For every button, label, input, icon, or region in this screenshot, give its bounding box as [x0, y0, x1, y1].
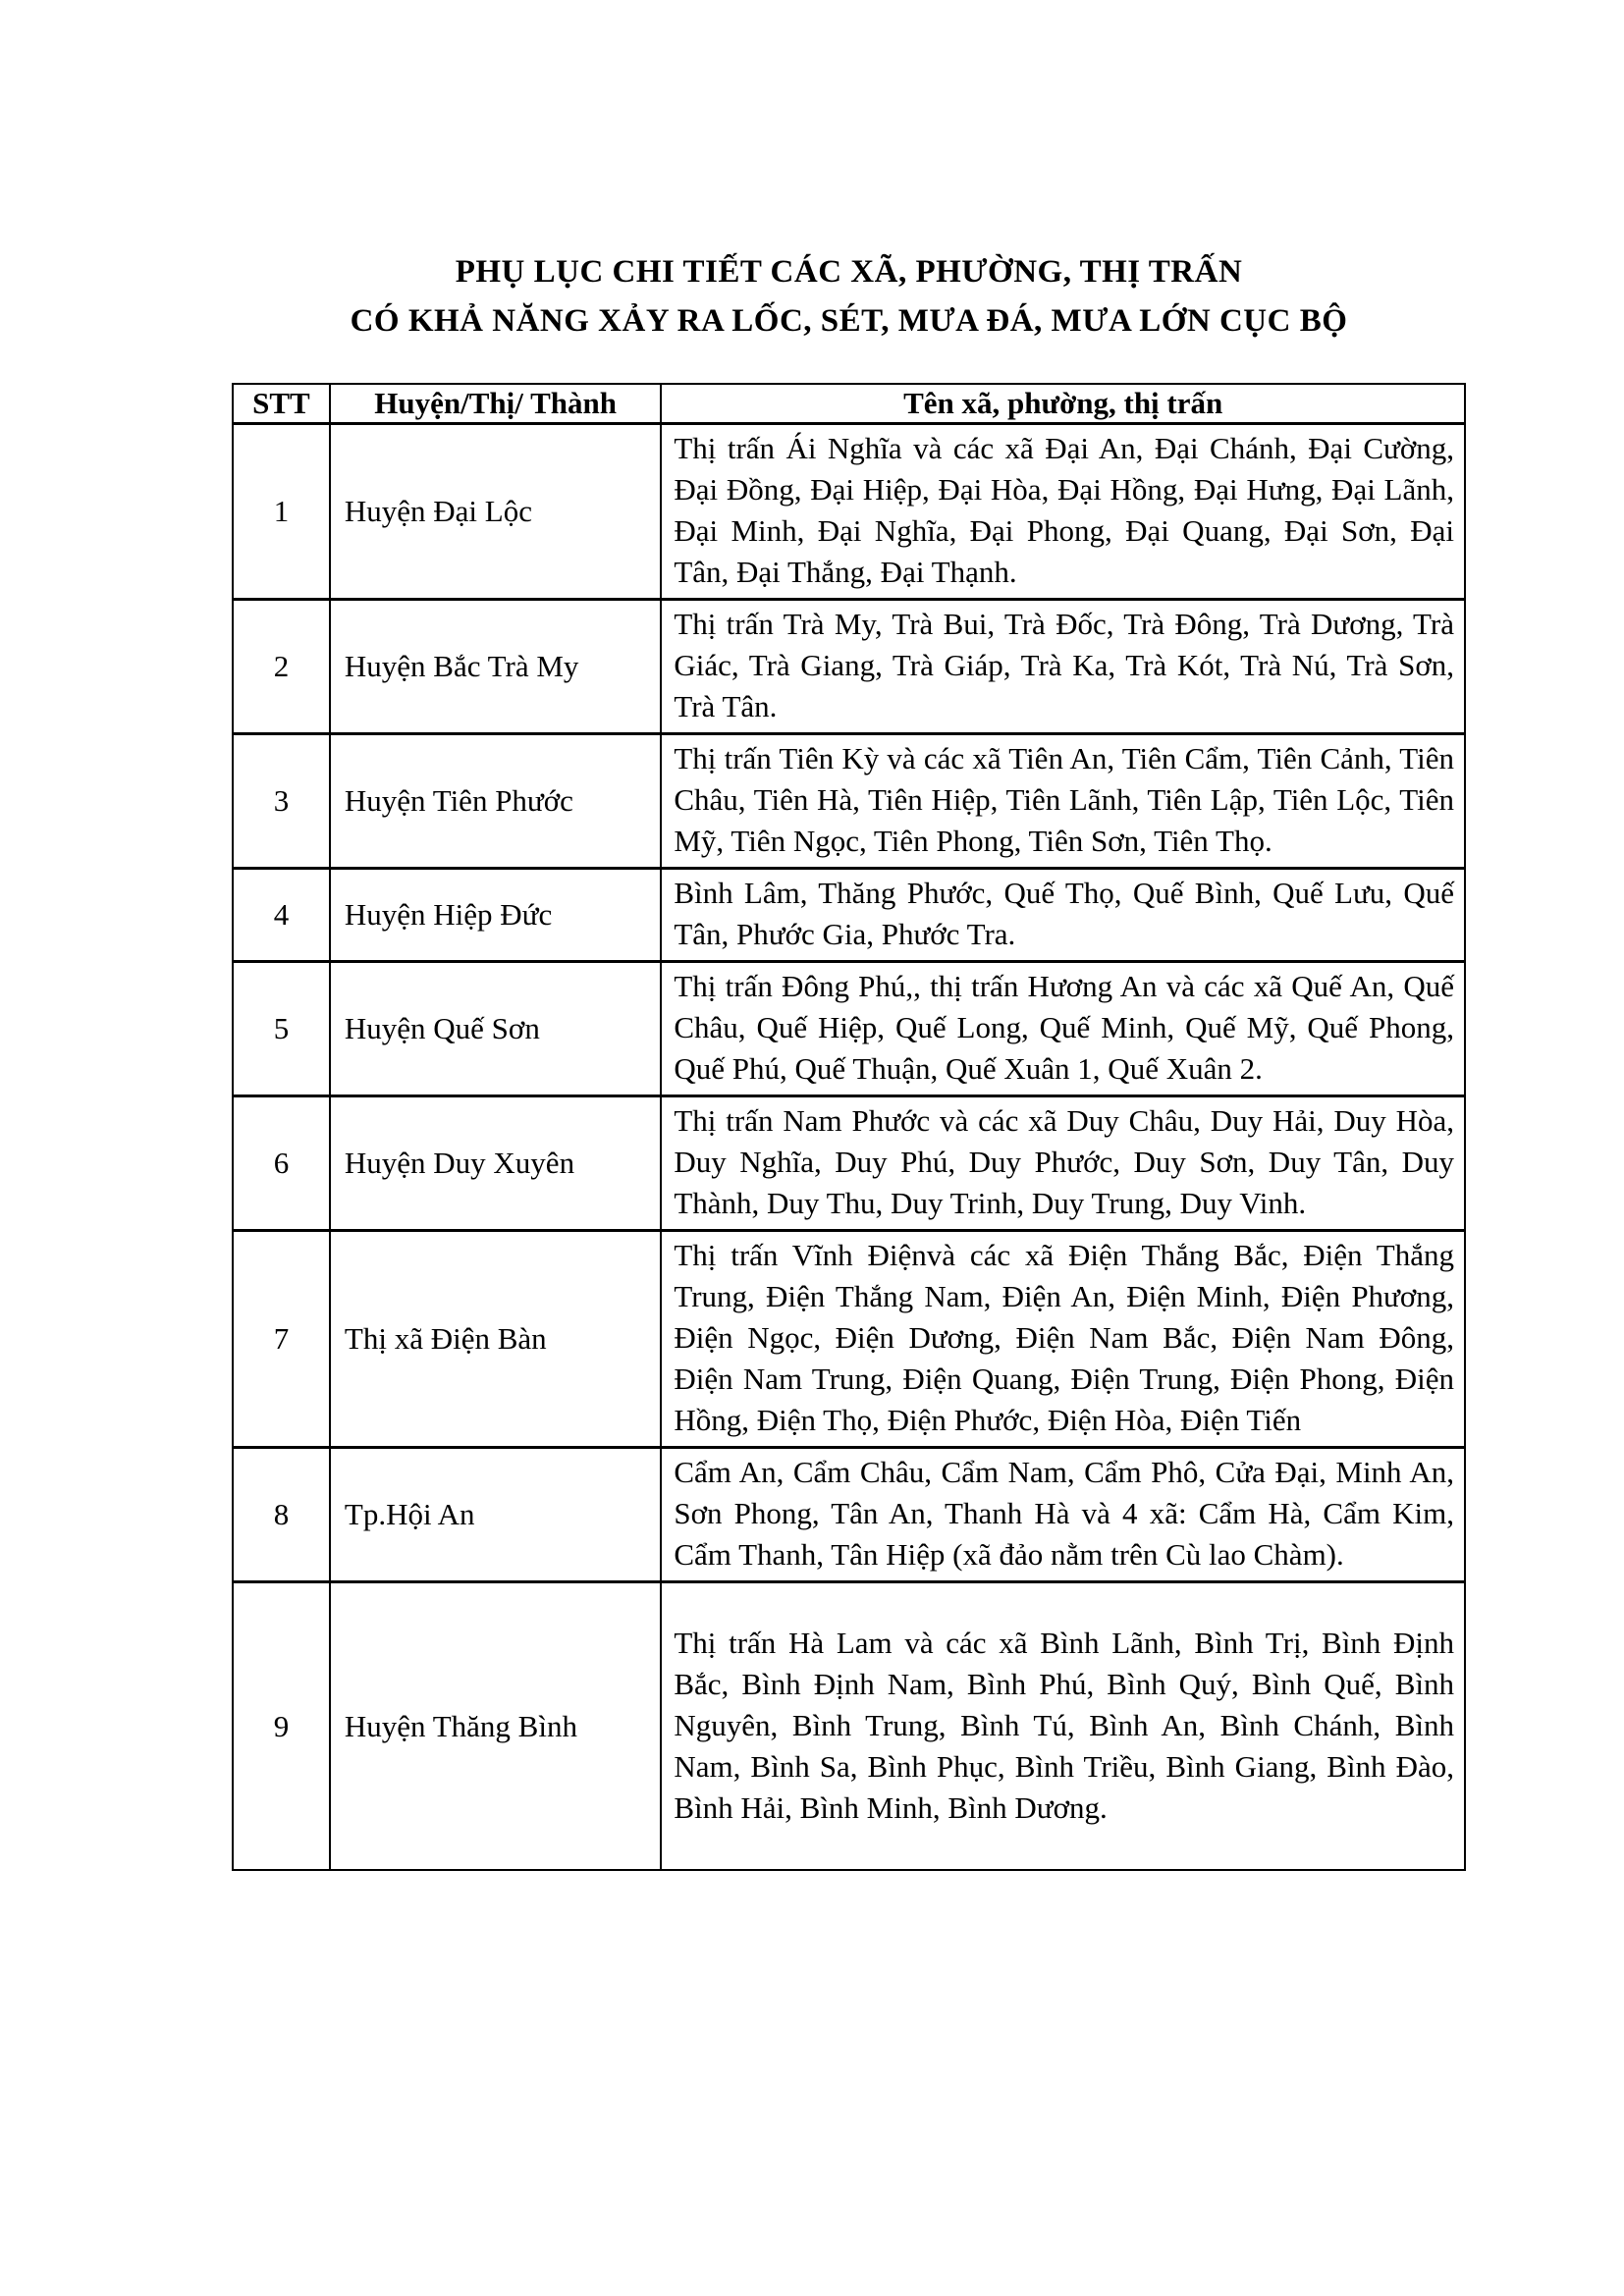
table-header-row — [233, 384, 1465, 424]
document-title — [232, 247, 1466, 346]
row-number: 4 — [233, 869, 330, 962]
communes-list: Thị trấn Tiên Kỳ và các xã Tiên An, Tiên Cẩm, Tiên Cảnh, Tiên Châu, Tiên Hà, Tiên Hiệp, Tiên Lãnh, Tiên Lập, Tiên Lộc, Tiên Mỹ, Tiên Ngọc, Tiên Phong, Tiên Sơn, Tiên Thọ. — [661, 734, 1465, 869]
title-line-2: CÓ KHẢ NĂNG XẢY RA LỐC, SÉT, MƯA ĐÁ, MƯA LỚN CỤC BỘ — [350, 303, 1348, 339]
title-line-1: PHỤ LỤC CHI TIẾT CÁC XÃ, PHƯỜNG, THỊ TRẤN — [455, 254, 1243, 290]
district-name: Huyện Bắc Trà My — [330, 600, 661, 734]
table-row — [233, 734, 1465, 869]
communes-list: Thị trấn Trà My, Trà Bui, Trà Đốc, Trà Đông, Trà Dương, Trà Giác, Trà Giang, Trà Giáp, Trà Ka, Trà Kót, Trà Nú, Trà Sơn, Trà Tân. — [661, 600, 1465, 734]
district-name: Huyện Tiên Phước — [330, 734, 661, 869]
table-row — [233, 1231, 1465, 1448]
district-name: Huyện Quế Sơn — [330, 962, 661, 1096]
communes-list: Thị trấn Ái Nghĩa và các xã Đại An, Đại Chánh, Đại Cường, Đại Đồng, Đại Hiệp, Đại Hòa, Đại Hồng, Đại Hưng, Đại Lãnh, Đại Minh, Đại Nghĩa, Đại Phong, Đại Quang, Đại Sơn, Đại Tân, Đại Thắng, Đại Thạnh. — [661, 424, 1465, 600]
row-number: 8 — [233, 1448, 330, 1582]
district-name: Huyện Hiệp Đức — [330, 869, 661, 962]
table-row — [233, 1096, 1465, 1231]
district-name: Thị xã Điện Bàn — [330, 1231, 661, 1448]
row-number: 9 — [233, 1582, 330, 1871]
communes-list: Bình Lâm, Thăng Phước, Quế Thọ, Quế Bình, Quế Lưu, Quế Tân, Phước Gia, Phước Tra. — [661, 869, 1465, 962]
communes-list: Thị trấn Hà Lam và các xã Bình Lãnh, Bình Trị, Bình Định Bắc, Bình Định Nam, Bình Phú, Bình Quý, Bình Quế, Bình Nguyên, Bình Trung, Bình Tú, Bình An, Bình Chánh, Bình Nam, Bình Sa, Bình Phục, Bình Triều, Bình Giang, Bình Đào, Bình Hải, Bình Minh, Bình Dương. — [661, 1582, 1465, 1871]
communes-list: Thị trấn Vĩnh Điệnvà các xã Điện Thắng Bắc, Điện Thắng Trung, Điện Thắng Nam, Điện An, Điện Minh, Điện Phương, Điện Ngọc, Điện Dương, Điện Nam Bắc, Điện Nam Đông, Điện Nam Trung, Điện Quang, Điện Trung, Điện Phong, Điện Hồng, Điện Thọ, Điện Phước, Điện Hòa, Điện Tiến — [661, 1231, 1465, 1448]
communes-list: Thị trấn Nam Phước và các xã Duy Châu, Duy Hải, Duy Hòa, Duy Nghĩa, Duy Phú, Duy Phước, Duy Sơn, Duy Tân, Duy Thành, Duy Thu, Duy Trinh, Duy Trung, Duy Vinh. — [661, 1096, 1465, 1231]
row-number: 3 — [233, 734, 330, 869]
table-row — [233, 1448, 1465, 1582]
header-district: Huyện/Thị/ Thành — [330, 384, 661, 424]
table-row — [233, 1582, 1465, 1871]
table-row — [233, 600, 1465, 734]
row-number: 5 — [233, 962, 330, 1096]
district-name: Huyện Đại Lộc — [330, 424, 661, 600]
district-name: Tp.Hội An — [330, 1448, 661, 1582]
row-number: 2 — [233, 600, 330, 734]
district-name: Huyện Thăng Bình — [330, 1582, 661, 1871]
header-communes: Tên xã, phường, thị trấn — [661, 384, 1465, 424]
row-number: 1 — [233, 424, 330, 600]
table-row — [233, 962, 1465, 1096]
communes-table — [232, 383, 1466, 1871]
header-stt: STT — [233, 384, 330, 424]
communes-list: Thị trấn Đông Phú,, thị trấn Hương An và các xã Quế An, Quế Châu, Quế Hiệp, Quế Long, Quế Minh, Quế Mỹ, Quế Phong, Quế Phú, Quế Thuận, Quế Xuân 1, Quế Xuân 2. — [661, 962, 1465, 1096]
row-number: 6 — [233, 1096, 330, 1231]
district-name: Huyện Duy Xuyên — [330, 1096, 661, 1231]
row-number: 7 — [233, 1231, 330, 1448]
table-row — [233, 869, 1465, 962]
communes-list: Cẩm An, Cẩm Châu, Cẩm Nam, Cẩm Phô, Cửa Đại, Minh An, Sơn Phong, Tân An, Thanh Hà và 4 xã: Cẩm Hà, Cẩm Kim, Cẩm Thanh, Tân Hiệp (xã đảo nằm trên Cù lao Chàm). — [661, 1448, 1465, 1582]
table-row — [233, 424, 1465, 600]
